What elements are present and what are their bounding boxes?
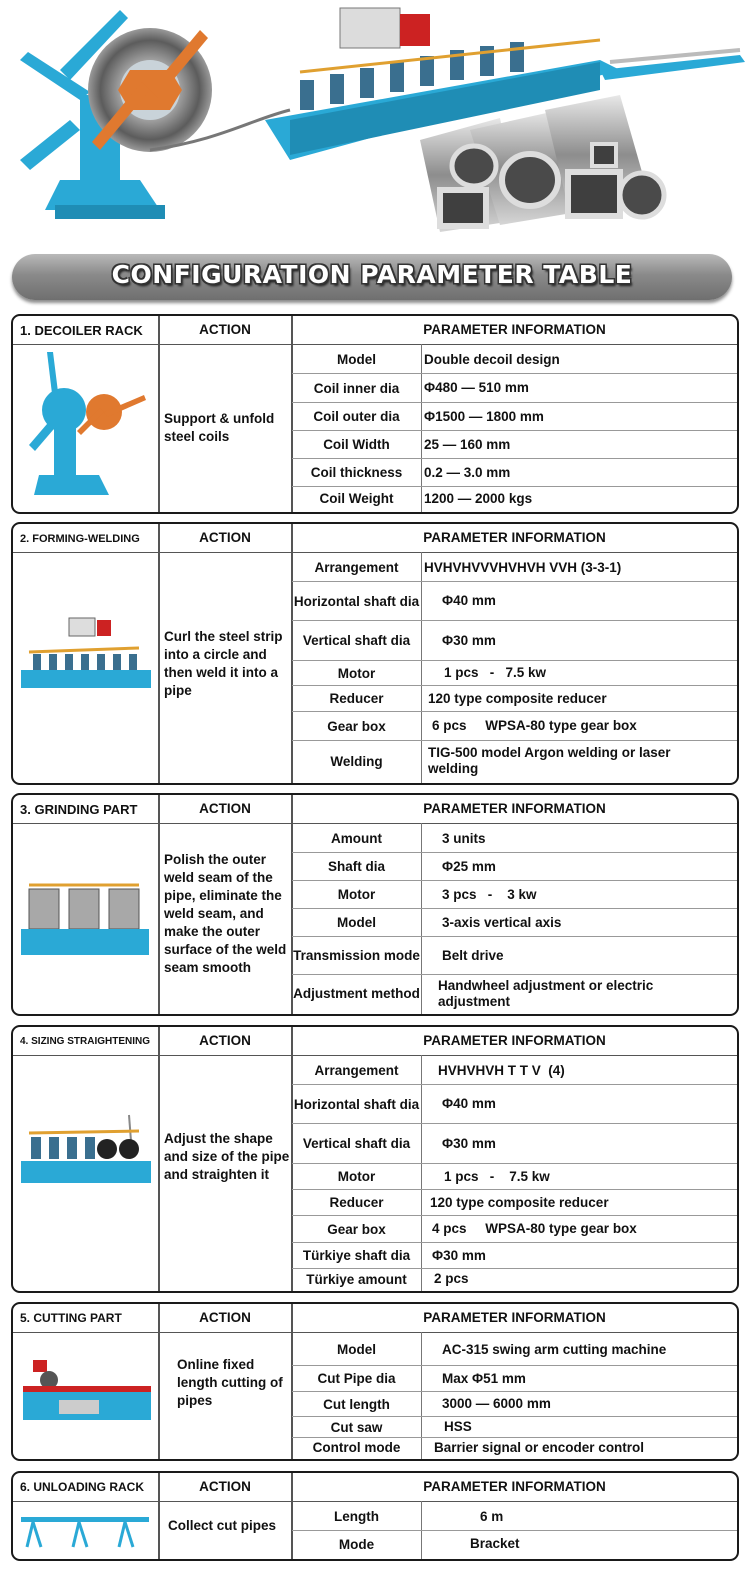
parameter-column-header: PARAMETER INFORMATION [423,1033,606,1048]
action-description: Polish the outer weld seam of the pipe, eliminate the weld seam, and make the outer surface of the weld seam smooth [164,852,287,975]
param-value: 6 pcs WPSA-80 type gear box [432,718,637,733]
param-row [292,1057,737,1085]
section-sizing-straightening [11,1025,739,1293]
param-label: Cut length [323,1396,390,1412]
param-value: Barrier signal or encoder control [434,1439,645,1455]
param-value: 3 pcs - 3 kw [442,886,537,902]
param-row [292,403,737,431]
param-value: Max Φ51 mm [442,1370,526,1386]
param-label: Shaft dia [327,859,385,874]
section-title: 6. UNLOADING RACK [20,1480,145,1494]
action-description: Support & unfold steel coils [164,411,275,444]
param-row [292,1269,737,1289]
section-title: 2. FORMING-WELDING [20,533,140,545]
param-label: Türkiye shaft dia [302,1248,411,1263]
param-value: TIG-500 model Argon welding or laser welding [428,745,671,776]
param-value: 3-axis vertical axis [442,914,562,930]
param-row [292,1216,737,1243]
param-value: Belt drive [442,947,504,963]
grinding-thumbnail [19,877,153,961]
banner-title: CONFIGURATION PARAMETER TABLE [111,260,633,289]
param-value: Φ480 — 510 mm [424,380,529,395]
param-value: Φ40 mm [442,593,496,608]
param-row [292,909,737,937]
param-label: Gear box [327,1221,386,1237]
param-value: 120 type composite reducer [428,690,607,706]
param-value: Φ1500 — 1800 mm [424,408,544,424]
param-value: Bracket [470,1536,520,1551]
section-header [13,1473,737,1502]
param-value: 3000 — 6000 mm [442,1396,551,1411]
param-label: Model [337,352,376,367]
action-column-header: ACTION [199,322,251,337]
action-column-header: ACTION [199,1479,251,1494]
param-label: Gear box [327,718,386,734]
param-row [292,582,737,621]
param-value: 1 pcs - 7.5 kw [444,665,547,680]
section-unloading-rack [11,1471,739,1561]
param-label: Vertical shaft dia [302,633,411,648]
param-label: Türkiye amount [306,1271,407,1287]
param-label: Adjustment method [293,986,420,1001]
section-forming-welding [11,522,739,785]
param-label: Coil thickness [310,465,403,480]
param-row [292,621,737,661]
param-value: 1200 — 2000 kgs [424,490,533,506]
param-value: HVHVHVVVHVHVH VVH (3-3-1) [424,559,622,575]
param-label: Mode [338,1536,375,1552]
column-divider [158,316,160,512]
param-row [292,1392,737,1417]
section-title: 1. DECOILER RACK [20,323,143,338]
param-value: Φ25 mm [442,858,496,874]
param-label: Motor [337,665,376,681]
param-label: Cut saw [330,1419,383,1435]
column-divider [158,795,160,1014]
param-row [292,374,737,403]
section-decoiler-rack [11,314,739,514]
param-value: 3 units [442,830,486,846]
param-row [292,554,737,582]
param-value: 120 type composite reducer [430,1194,609,1210]
section-title: 3. GRINDING PART [20,802,138,817]
param-label: Control mode [312,1440,401,1455]
param-label: Transmission mode [293,948,420,963]
param-row [292,975,737,1012]
param-row [292,686,737,712]
param-label: Cut Pipe dia [317,1371,396,1386]
param-value: 1 pcs - 7.5 kw [444,1168,550,1184]
param-value: Handwheel adjustment or electric adjustment [438,977,654,1009]
param-row [292,825,737,853]
param-value: HVHVHVH T T V (4) [438,1062,565,1078]
param-label: Welding [330,753,383,769]
param-value: 6 m [480,1508,504,1524]
action-column-header: ACTION [199,1033,251,1048]
parameter-column-header: PARAMETER INFORMATION [423,1479,606,1494]
param-label: Model [337,1342,376,1357]
param-row [292,1531,737,1557]
section-title: 4. SIZING STRAIGHTENING [20,1036,151,1047]
param-value: Double decoil design [424,351,560,367]
section-header [13,1304,737,1333]
param-value: Φ30 mm [442,1135,496,1151]
param-value: Φ30 mm [432,1247,486,1263]
param-value: 0.2 — 3.0 mm [424,464,511,480]
action-column-header: ACTION [199,1310,251,1325]
hero-product-image [0,0,750,248]
param-row [292,853,737,881]
param-value: Φ30 mm [442,632,496,648]
param-row [292,881,737,909]
param-label: Motor [337,887,376,902]
param-row [292,1503,737,1531]
column-divider [158,1304,160,1459]
pipe-mill-illustration [0,0,750,248]
decoiler-thumbnail [19,350,151,505]
section-header [13,795,737,824]
forming-welding-thumbnail [19,614,153,694]
action-column-header: ACTION [199,801,251,816]
param-row [292,1438,737,1457]
action-column-header: ACTION [199,530,251,545]
param-row [292,487,737,510]
column-divider [158,1473,160,1559]
param-value: 25 — 160 mm [424,436,511,452]
param-row [292,1164,737,1190]
param-row [292,661,737,686]
param-label: Coil outer dia [313,409,400,424]
param-row [292,1085,737,1124]
param-label: Coil inner dia [313,380,400,396]
section-header [13,1027,737,1056]
param-row [292,1124,737,1164]
unloading-rack-thumbnail [19,1507,153,1551]
param-label: Horizontal shaft dia [293,593,420,609]
param-label: Vertical shaft dia [302,1136,411,1151]
param-label: Model [337,915,376,930]
param-value: 4 pcs WPSA-80 type gear box [432,1221,637,1236]
param-row [292,346,737,374]
column-divider [158,1027,160,1291]
param-row [292,712,737,741]
param-row [292,1366,737,1392]
param-row [292,459,737,487]
param-row [292,741,737,781]
param-value: 2 pcs [434,1271,469,1286]
param-label: Coil Width [323,437,390,452]
section-grinding-part [11,793,739,1016]
param-row [292,1190,737,1216]
parameter-column-header: PARAMETER INFORMATION [423,1310,606,1325]
param-label: Arrangement [314,1063,399,1078]
param-row [292,431,737,459]
column-divider [158,524,160,783]
param-value: HSS [444,1419,472,1434]
param-row [292,1417,737,1438]
param-value: AC-315 swing arm cutting machine [442,1341,667,1357]
decoiler-drawing [20,10,290,219]
title-banner [12,254,732,300]
action-description: Adjust the shape and size of the pipe and straighten it [164,1131,290,1182]
param-label: Reducer [329,1195,384,1210]
action-description: Online fixed length cutting of pipes [177,1357,283,1408]
cutting-thumbnail [19,1350,153,1434]
parameter-column-header: PARAMETER INFORMATION [423,322,606,337]
param-label: Horizontal shaft dia [293,1096,420,1112]
param-label: Length [334,1509,379,1524]
param-label: Amount [331,831,382,846]
action-description: Collect cut pipes [168,1518,277,1533]
section-title: 5. CUTTING PART [20,1311,122,1325]
sizing-straightening-thumbnail [19,1111,153,1195]
section-header [13,316,737,345]
param-row [292,1334,737,1366]
param-value: Φ40 mm [442,1096,496,1111]
action-description: Curl the steel strip into a circle and then weld it into a pipe [164,629,283,698]
parameter-column-header: PARAMETER INFORMATION [423,530,606,545]
section-header [13,524,737,553]
param-row [292,937,737,975]
param-row [292,1243,737,1269]
param-label: Arrangement [314,560,399,575]
param-label: Reducer [329,691,384,706]
parameter-column-header: PARAMETER INFORMATION [423,801,606,816]
param-label: Motor [337,1169,376,1184]
section-cutting-part [11,1302,739,1461]
param-label: Coil Weight [319,491,394,506]
